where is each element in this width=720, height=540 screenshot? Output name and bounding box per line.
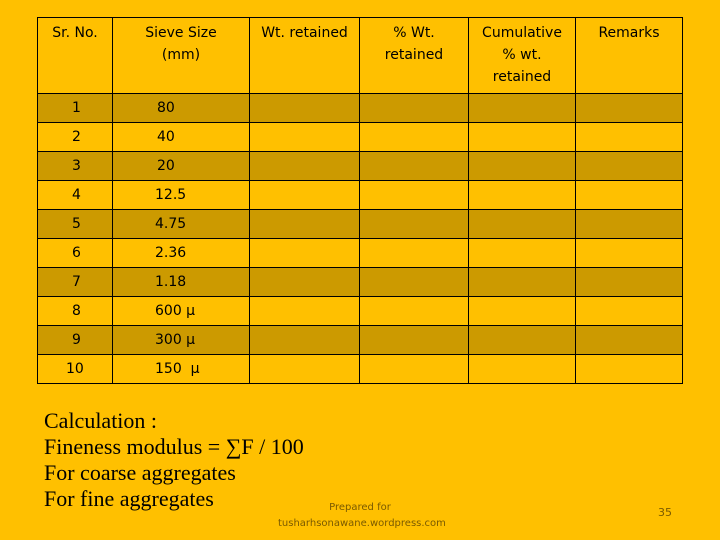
cell-wt-retained: [250, 152, 360, 181]
cell-remarks: [576, 239, 683, 268]
cell-wt-retained: [250, 355, 360, 384]
table-row: [38, 268, 683, 297]
table-row: [38, 239, 683, 268]
credit-line-1: Prepared for: [329, 502, 391, 513]
cell-wt-retained: [250, 297, 360, 326]
cell-sieve-size: 150 μ: [113, 355, 250, 384]
credit-line-2: tusharhsonawane.wordpress.com: [278, 518, 446, 529]
cell-remarks: [576, 297, 683, 326]
cell-sieve-size: 1.18: [113, 268, 250, 297]
table-row: [38, 94, 683, 123]
cell-sieve-size: 80: [113, 94, 250, 123]
cell-sr-no: 5: [38, 210, 113, 239]
table-row: [38, 152, 683, 181]
table-row: [38, 210, 683, 239]
cell-percent-wt-retained: [360, 326, 469, 355]
table-header-row: [38, 18, 683, 94]
cell-percent-wt-retained: [360, 152, 469, 181]
cell-remarks: [576, 152, 683, 181]
cell-cumulative-percent: [469, 123, 576, 152]
cell-wt-retained: [250, 268, 360, 297]
cell-cumulative-percent: [469, 152, 576, 181]
cell-wt-retained: [250, 210, 360, 239]
cell-remarks: [576, 326, 683, 355]
cell-percent-wt-retained: [360, 210, 469, 239]
cell-sr-no: 1: [38, 94, 113, 123]
cell-sr-no: 7: [38, 268, 113, 297]
header-sr-no: Sr. No.: [38, 18, 113, 94]
sieve-analysis-table: [37, 17, 683, 384]
table-row: [38, 181, 683, 210]
cell-percent-wt-retained: [360, 123, 469, 152]
cell-remarks: [576, 210, 683, 239]
prepared-for-credit: [278, 500, 446, 532]
cell-sieve-size: 300 μ: [113, 326, 250, 355]
cell-wt-retained: [250, 181, 360, 210]
calculation-heading: Calculation :: [44, 408, 158, 433]
cell-remarks: [576, 355, 683, 384]
cell-remarks: [576, 181, 683, 210]
fineness-modulus-formula: Fineness modulus = ∑F / 100: [44, 434, 304, 459]
cell-percent-wt-retained: [360, 181, 469, 210]
cell-sr-no: 4: [38, 181, 113, 210]
header-percent-wt-retained: % Wt. retained: [360, 18, 469, 94]
cell-cumulative-percent: [469, 210, 576, 239]
cell-percent-wt-retained: [360, 268, 469, 297]
cell-percent-wt-retained: [360, 94, 469, 123]
header-sieve-size: Sieve Size (mm): [113, 18, 250, 94]
cell-remarks: [576, 268, 683, 297]
cell-sr-no: 2: [38, 123, 113, 152]
cell-percent-wt-retained: [360, 297, 469, 326]
fine-aggregates-line: For fine aggregates: [44, 486, 214, 511]
header-wt-retained: Wt. retained: [250, 18, 360, 94]
cell-wt-retained: [250, 94, 360, 123]
header-cumulative-percent: Cumulative % wt. retained: [469, 18, 576, 94]
cell-sieve-size: 12.5: [113, 181, 250, 210]
cell-wt-retained: [250, 239, 360, 268]
cell-sieve-size: 40: [113, 123, 250, 152]
cell-wt-retained: [250, 123, 360, 152]
cell-sieve-size: 600 μ: [113, 297, 250, 326]
cell-percent-wt-retained: [360, 355, 469, 384]
cell-sieve-size: 4.75: [113, 210, 250, 239]
cell-cumulative-percent: [469, 239, 576, 268]
cell-cumulative-percent: [469, 94, 576, 123]
header-remarks: Remarks: [576, 18, 683, 94]
table-row: [38, 355, 683, 384]
cell-cumulative-percent: [469, 326, 576, 355]
table-row: [38, 123, 683, 152]
cell-cumulative-percent: [469, 181, 576, 210]
cell-wt-retained: [250, 326, 360, 355]
cell-cumulative-percent: [469, 297, 576, 326]
cell-sr-no: 10: [38, 355, 113, 384]
cell-sr-no: 6: [38, 239, 113, 268]
cell-remarks: [576, 94, 683, 123]
cell-sr-no: 9: [38, 326, 113, 355]
cell-sr-no: 8: [38, 297, 113, 326]
cell-sieve-size: 20: [113, 152, 250, 181]
cell-percent-wt-retained: [360, 239, 469, 268]
table-row: [38, 297, 683, 326]
calculation-block: [44, 408, 304, 512]
table-row: [38, 326, 683, 355]
cell-sieve-size: 2.36: [113, 239, 250, 268]
cell-sr-no: 3: [38, 152, 113, 181]
page-number: 35: [658, 506, 672, 519]
coarse-aggregates-line: For coarse aggregates: [44, 460, 236, 485]
cell-remarks: [576, 123, 683, 152]
cell-cumulative-percent: [469, 355, 576, 384]
cell-cumulative-percent: [469, 268, 576, 297]
